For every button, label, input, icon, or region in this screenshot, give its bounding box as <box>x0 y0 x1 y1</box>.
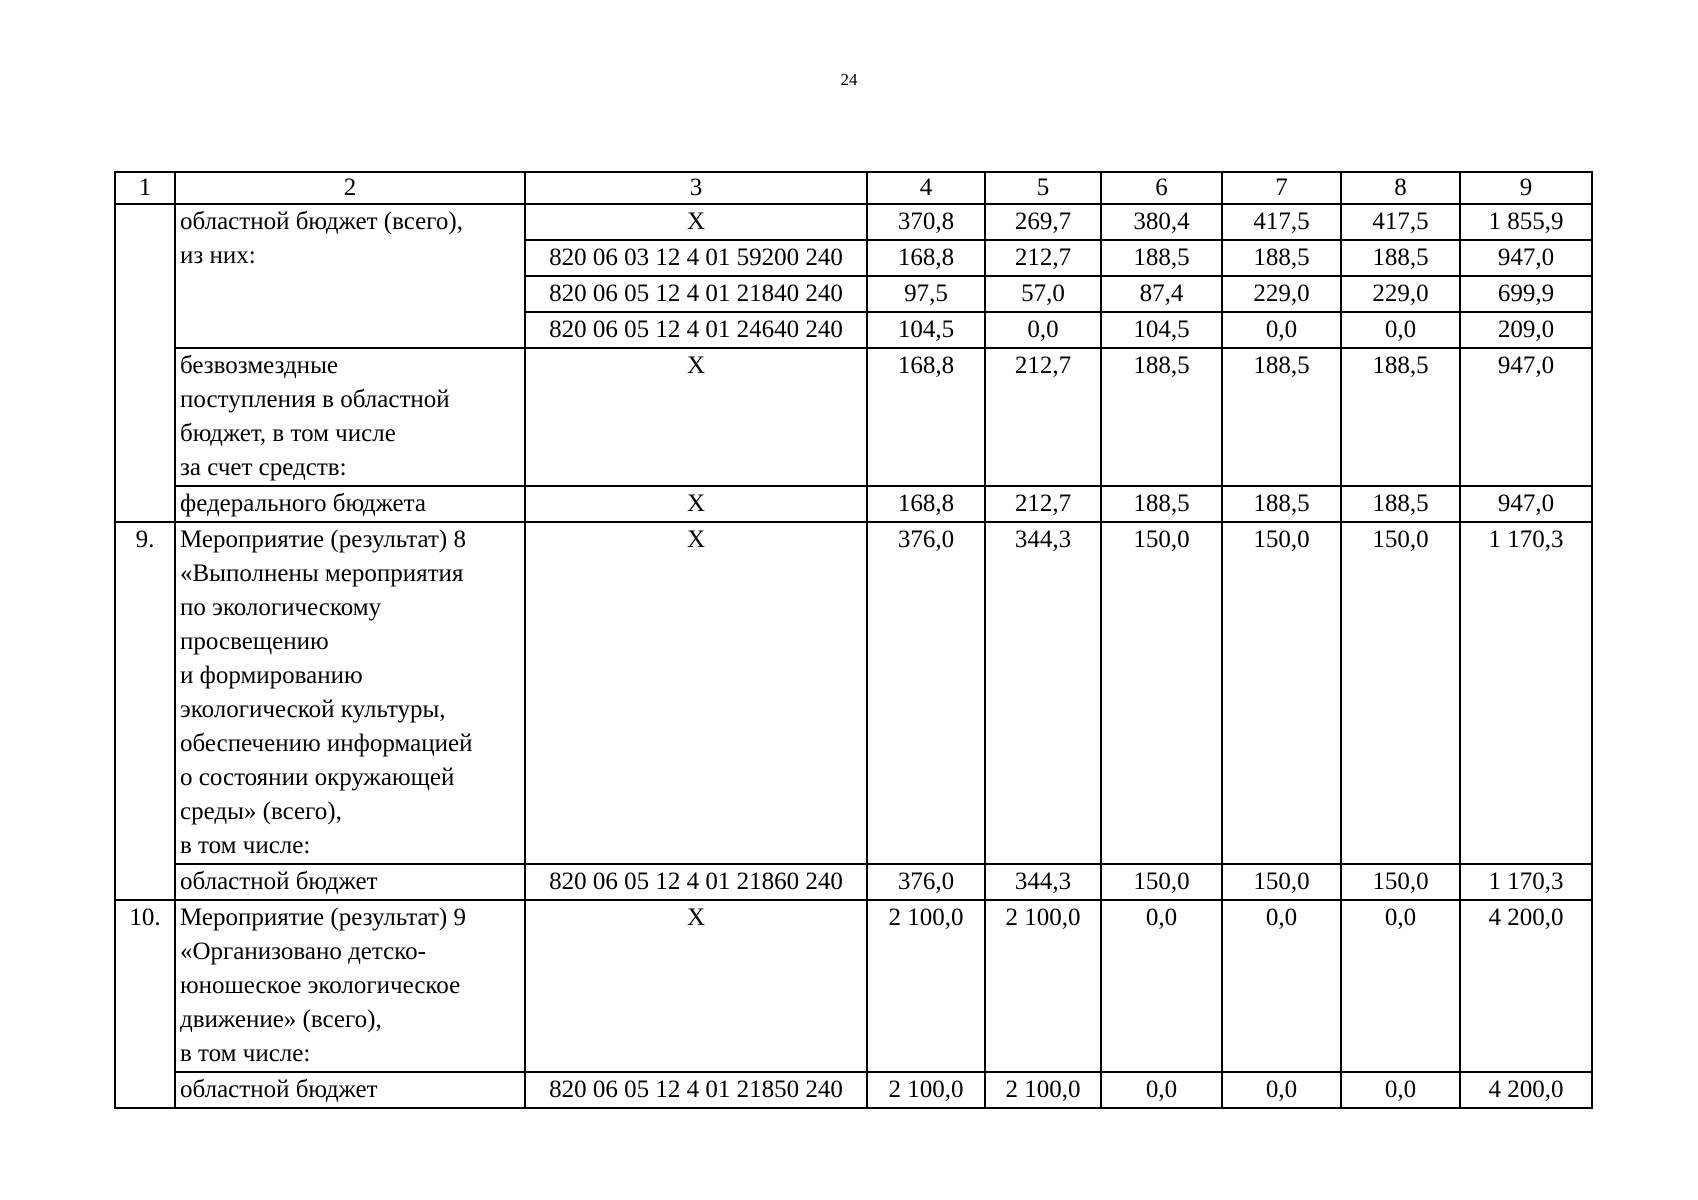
item-name-line: бюджет, в том числе <box>180 420 396 447</box>
value-cell: 188,5 <box>1101 348 1222 486</box>
value-cell: 0,0 <box>1101 1072 1222 1108</box>
value-cell: 229,0 <box>1341 276 1460 312</box>
value-cell: 104,5 <box>867 312 985 348</box>
item-name-cell <box>175 864 525 900</box>
item-name-line: среды» (всего), <box>180 798 342 825</box>
item-name-cell <box>175 522 525 864</box>
value-cell: 0,0 <box>1101 900 1222 1072</box>
item-name-line: из них: <box>180 242 256 269</box>
budget-code-cell: X <box>525 486 867 522</box>
item-name-line: «Организовано детско- <box>180 938 426 965</box>
value-cell: 188,5 <box>1101 240 1222 276</box>
item-name-line: о состоянии окружающей <box>180 764 455 791</box>
budget-code-cell: 820 06 03 12 4 01 59200 240 <box>525 240 867 276</box>
value-cell: 104,5 <box>1101 312 1222 348</box>
item-name-line: в том числе: <box>180 1040 311 1067</box>
item-name-line: Мероприятие (результат) 9 <box>180 904 466 931</box>
item-name-line: областной бюджет <box>180 868 378 895</box>
item-name-line: обеспечению информацией <box>180 730 473 757</box>
budget-code-cell: 820 06 05 12 4 01 21840 240 <box>525 276 867 312</box>
budget-table <box>114 171 1593 1109</box>
table-row <box>115 348 1592 486</box>
value-cell: 188,5 <box>1222 348 1341 486</box>
item-name-line: юношеское экологическое <box>180 972 461 999</box>
value-cell: 150,0 <box>1341 864 1460 900</box>
item-name-line: безвозмездные <box>180 352 338 379</box>
value-cell: 376,0 <box>867 522 985 864</box>
value-cell: 417,5 <box>1341 204 1460 240</box>
item-name-line: областной бюджет (всего), <box>180 208 463 235</box>
value-cell: 188,5 <box>1341 240 1460 276</box>
value-cell: 0,0 <box>1222 312 1341 348</box>
value-cell: 0,0 <box>1341 900 1460 1072</box>
item-name-cell <box>175 204 525 348</box>
column-header: 9 <box>1460 172 1592 204</box>
value-cell: 0,0 <box>1341 312 1460 348</box>
value-cell: 344,3 <box>985 522 1101 864</box>
value-cell: 57,0 <box>985 276 1101 312</box>
table-row <box>115 486 1592 522</box>
row-number-cell: 10. <box>115 900 175 1108</box>
total-cell: 1 170,3 <box>1460 864 1592 900</box>
budget-code-cell: 820 06 05 12 4 01 21850 240 <box>525 1072 867 1108</box>
column-header: 4 <box>867 172 985 204</box>
value-cell: 212,7 <box>985 486 1101 522</box>
item-name-line: поступления в областной <box>180 386 450 413</box>
value-cell: 188,5 <box>1222 240 1341 276</box>
value-cell: 344,3 <box>985 864 1101 900</box>
column-header: 3 <box>525 172 867 204</box>
budget-code-cell: X <box>525 348 867 486</box>
total-cell: 1 855,9 <box>1460 204 1592 240</box>
item-name-line: областной бюджет <box>180 1076 378 1103</box>
value-cell: 188,5 <box>1341 486 1460 522</box>
table-row <box>115 900 1592 1072</box>
row-number-cell <box>115 204 175 522</box>
value-cell: 212,7 <box>985 240 1101 276</box>
item-name-line: движение» (всего), <box>180 1006 382 1033</box>
item-name-cell <box>175 348 525 486</box>
item-name-cell <box>175 900 525 1072</box>
item-name-line: в том числе: <box>180 832 311 859</box>
total-cell: 4 200,0 <box>1460 900 1592 1072</box>
value-cell: 150,0 <box>1222 522 1341 864</box>
item-name-line: и формированию <box>180 662 363 689</box>
value-cell: 150,0 <box>1341 522 1460 864</box>
table-row <box>115 204 1592 240</box>
value-cell: 2 100,0 <box>985 900 1101 1072</box>
item-name-line: федерального бюджета <box>180 490 426 517</box>
total-cell: 1 170,3 <box>1460 522 1592 864</box>
value-cell: 417,5 <box>1222 204 1341 240</box>
value-cell: 0,0 <box>1341 1072 1460 1108</box>
budget-code-cell: 820 06 05 12 4 01 21860 240 <box>525 864 867 900</box>
item-name-line: по экологическому <box>180 594 382 621</box>
budget-code-cell: 820 06 05 12 4 01 24640 240 <box>525 312 867 348</box>
value-cell: 97,5 <box>867 276 985 312</box>
column-header: 1 <box>115 172 175 204</box>
value-cell: 2 100,0 <box>867 900 985 1072</box>
value-cell: 188,5 <box>1341 348 1460 486</box>
value-cell: 0,0 <box>985 312 1101 348</box>
page-number: 24 <box>840 70 858 89</box>
table-row <box>115 864 1592 900</box>
item-name-line: экологической культуры, <box>180 696 446 723</box>
total-cell: 4 200,0 <box>1460 1072 1592 1108</box>
value-cell: 188,5 <box>1222 486 1341 522</box>
value-cell: 188,5 <box>1101 486 1222 522</box>
value-cell: 168,8 <box>867 240 985 276</box>
table-header-row <box>115 172 1592 204</box>
value-cell: 150,0 <box>1222 864 1341 900</box>
value-cell: 269,7 <box>985 204 1101 240</box>
budget-code-cell: X <box>525 900 867 1072</box>
total-cell: 947,0 <box>1460 240 1592 276</box>
column-header: 2 <box>175 172 525 204</box>
item-name-line: за счет средств: <box>180 454 347 481</box>
column-header: 7 <box>1222 172 1341 204</box>
column-header: 8 <box>1341 172 1460 204</box>
value-cell: 376,0 <box>867 864 985 900</box>
total-cell: 947,0 <box>1460 486 1592 522</box>
value-cell: 150,0 <box>1101 864 1222 900</box>
total-cell: 209,0 <box>1460 312 1592 348</box>
value-cell: 150,0 <box>1101 522 1222 864</box>
value-cell: 168,8 <box>867 486 985 522</box>
value-cell: 0,0 <box>1222 1072 1341 1108</box>
budget-code-cell: X <box>525 522 867 864</box>
value-cell: 2 100,0 <box>985 1072 1101 1108</box>
item-name-line: Мероприятие (результат) 8 <box>180 526 466 553</box>
row-number-cell: 9. <box>115 522 175 900</box>
value-cell: 212,7 <box>985 348 1101 486</box>
total-cell: 699,9 <box>1460 276 1592 312</box>
column-header: 6 <box>1101 172 1222 204</box>
value-cell: 0,0 <box>1222 900 1341 1072</box>
table-row <box>115 1072 1592 1108</box>
budget-code-cell: X <box>525 204 867 240</box>
item-name-cell <box>175 1072 525 1108</box>
item-name-line: «Выполнены мероприятия <box>180 560 464 587</box>
value-cell: 229,0 <box>1222 276 1341 312</box>
value-cell: 168,8 <box>867 348 985 486</box>
column-header: 5 <box>985 172 1101 204</box>
value-cell: 380,4 <box>1101 204 1222 240</box>
item-name-cell <box>175 486 525 522</box>
table-row <box>115 522 1592 864</box>
item-name-line: просвещению <box>180 628 329 655</box>
total-cell: 947,0 <box>1460 348 1592 486</box>
value-cell: 370,8 <box>867 204 985 240</box>
value-cell: 2 100,0 <box>867 1072 985 1108</box>
value-cell: 87,4 <box>1101 276 1222 312</box>
